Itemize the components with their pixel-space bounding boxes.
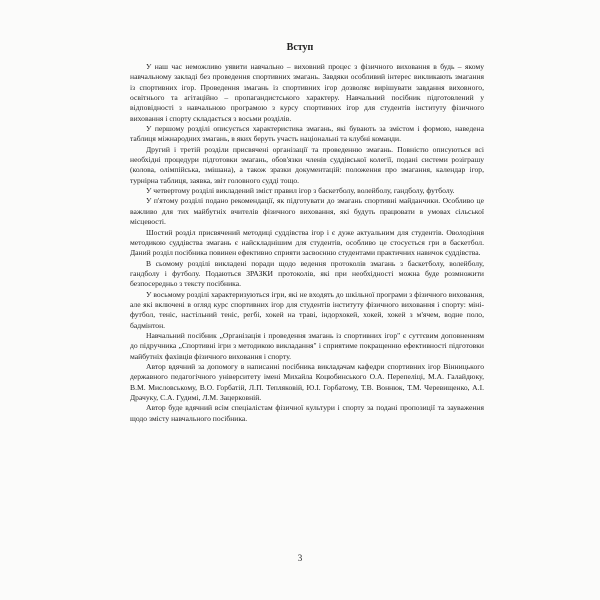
paragraph: У п'ятому розділі подано рекомендації, як підготувати до змагань спортивні майданчики. Особливо це важливо для тих майбутніх вчителів фізичного виховання, які будуть працювати в умовах сільської місцевості.	[130, 196, 484, 227]
paragraph: У четвертому розділі викладений зміст правил ігор з баскетболу, волейболу, гандболу, футболу.	[146, 186, 455, 196]
paragraph: Автор вдячний за допомогу в написанні посібника викладачам кафедри спортивних ігор Вінницького державного педагогічного університету імені Михайла Коцюбинського О.А. Перепеліці, М.А. Галайдюку, В.М. Мисловському, В.О. Горбатій, Л.П. Тепляковій, Ю.І. Горбатому, Т.В. Воннюк, Т.М. Черевищенко, А.І. Драчуку, С.А. Гудимі, Л.М. Зацерковній.	[130, 361, 484, 402]
paragraph: В сьомому розділі викладені поради щодо ведення протоколів змагань з баскетболу, волейболу, гандболу і футболу. Подаються ЗРАЗКИ протоколів, які при необхідності можна буде розмножити безпосередньо з тексту посібника.	[130, 258, 484, 289]
paragraph: Другий і третій розділи присвячені організації та проведенню змагань. Повністю описуються всі необхідні процедури підготовки змагань, обов'язки членів суддівської колегії, подані системи розіграшу (колова, олімпійська, змішана), а також зразки документацій: положення про змагання, календар ігор, турнірна таблиця, заявка, звіт головного судді тощо.	[130, 144, 484, 185]
page-number: 3	[297, 553, 303, 563]
paragraph: У восьмому розділі характеризуються ігри, які не входять до шкільної програми з фізичного виховання, але які включені в огляд курс спортивних ігор для студентів інституту фізичного виховання і спорту: міні-футбол, теніс, настільний теніс, регбі, хокей на траві, індорхокей, хокей, хокей з м'ячем, водне поло, бадмінтон.	[130, 289, 484, 330]
paragraph: Автор буде вдячний всім спеціалістам фізичної культури і спорту за подані пропозиції та зауваження щодо змісту навчального посібника.	[130, 403, 484, 423]
paragraph: Навчальний посібник „Організація і проведення змагань із спортивних ігор" є суттєвим доповненням до підручника „Спортивні ігри з методикою викладання" і сприятиме покращенню ефективності підготовки майбутніх фахівців фізичного виховання і спорту.	[130, 330, 484, 361]
paragraph: У наш час неможливо уявити навчально – виховний процес з фізичного виховання в будь – якому навчальному закладі без проведення спортивних змагань. Завдяки особливий інтерес викликають змагання із спортивних ігор. Проведення змагань із спортивних ігор дозволяє вирішувати завдання виховного, освітнього та агітаційно – пропагандистського характеру. Навчальний посібник підготовлений у відповідності з навчальною програмою з курсу спортивних ігор для студентів інституту фізичного виховання і спорту складається з восьми розділів.	[130, 62, 484, 123]
paragraph: Шостий розділ присвячений методиці суддівства ігор і є дуже актуальним для студентів. Оволодіння методикою суддівства змагань є найскладнішим для студентів, особливо це стосується гри в баскетбол. Даний розділ посібника повинен ефективно сприяти засвоєнню студентами практичних навичок суддівства.	[130, 227, 484, 258]
body-text	[130, 62, 484, 424]
page-title: Вступ	[286, 42, 314, 53]
paragraph: У першому розділі описується характеристика змагань, які бувають за змістом і формою, наведена таблиця міжнародних змагань, в яких беруть участь національні та клубні команди.	[130, 124, 484, 144]
